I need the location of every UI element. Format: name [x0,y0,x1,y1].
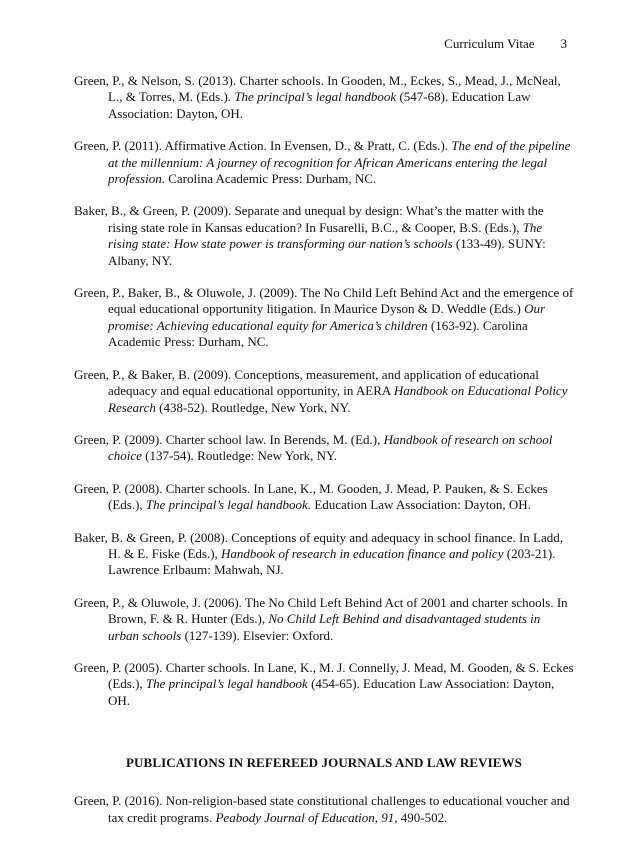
citation-entry: Baker, B. & Green, P. (2008). Conceptions of equity and adequacy in school finance. In Ladd, H. & E. Fiske (Eds.), Handbook of research in education finance and policy (203-21). Lawrence Erlbaum: Mahwah, NJ. [74,529,564,578]
citation-entry: Green, P., Baker, B., & Oluwole, J. (2009). The No Child Left Behind Act and the emergence of equal educational opportunity litigation. In Maurice Dyson & D. Weddle (Eds.) Our promise: Achieving educational equity for America’s children (163-92). Carolina Academic Press: Durham, NC. [74,285,574,350]
page-number: 3 [560,36,567,51]
citation-entry: Green, P. (2009). Charter school law. In Berends, M. (Ed.), Handbook of research on school choice (137-54). Routledge: New York, NY. [74,431,553,464]
section-heading: PUBLICATIONS IN REFEREED JOURNALS AND LAW REVIEWS [126,755,522,771]
header-title: Curriculum Vitae [444,36,535,51]
citation-entry: Green, P. (2005). Charter schools. In Lane, K., M. J. Connelly, J. Mead, M. Gooden, & S. Eckes (Eds.), The principal’s legal handbook (454-65). Education Law Association: Dayton, OH. [74,659,574,708]
running-header [444,36,567,52]
citation-entry: Green, P., & Baker, B. (2009). Conceptions, measurement, and application of educational adequacy and equal educational opportunity, in AERA Handbook on Educational Policy Research (438-52). Routledge, New York, NY. [74,366,568,415]
citation-entry: Baker, B., & Green, P. (2009). Separate and unequal by design: What’s the matter with the rising state role in Kansas education? In Fusarelli, B.C., & Cooper, B.S. (Eds.), The rising state: How state power is transforming our nation’s schools (133-49). SUNY: Albany, NY. [74,203,546,268]
citation-entry: Green, P. (2011). Affirmative Action. In Evensen, D., & Pratt, C. (Eds.). The end of the pipeline at the millennium: A journey of recognition for African Americans entering the legal profession. Carolina Academic Press: Durham, NC. [74,138,571,187]
journal-citation-entry: Green, P. (2016). Non-religion-based state constitutional challenges to educational voucher and tax credit programs. Peabody Journal of Education, 91, 490-502. [74,793,570,825]
citation-entry: Green, P., & Oluwole, J. (2006). The No Child Left Behind Act of 2001 and charter schools. In Brown, F. & R. Hunter (Eds.), No Child Left Behind and disadvantaged students in urban schools (127-139). Elsevier: Oxford. [74,594,568,643]
citation-entry: Green, P., & Nelson, S. (2013). Charter schools. In Gooden, M., Eckes, S., Mead, J., McNeal, L., & Torres, M. (Eds.). The principal’s legal handbook (547-68). Education Law Association: Dayton, OH. [74,73,561,121]
citation-entry: Green, P. (2008). Charter schools. In Lane, K., M. Gooden, J. Mead, P. Pauken, & S. Eckes (Eds.), The principal’s legal handbook. Education Law Association: Dayton, OH. [74,480,548,513]
document-body [74,73,574,842]
